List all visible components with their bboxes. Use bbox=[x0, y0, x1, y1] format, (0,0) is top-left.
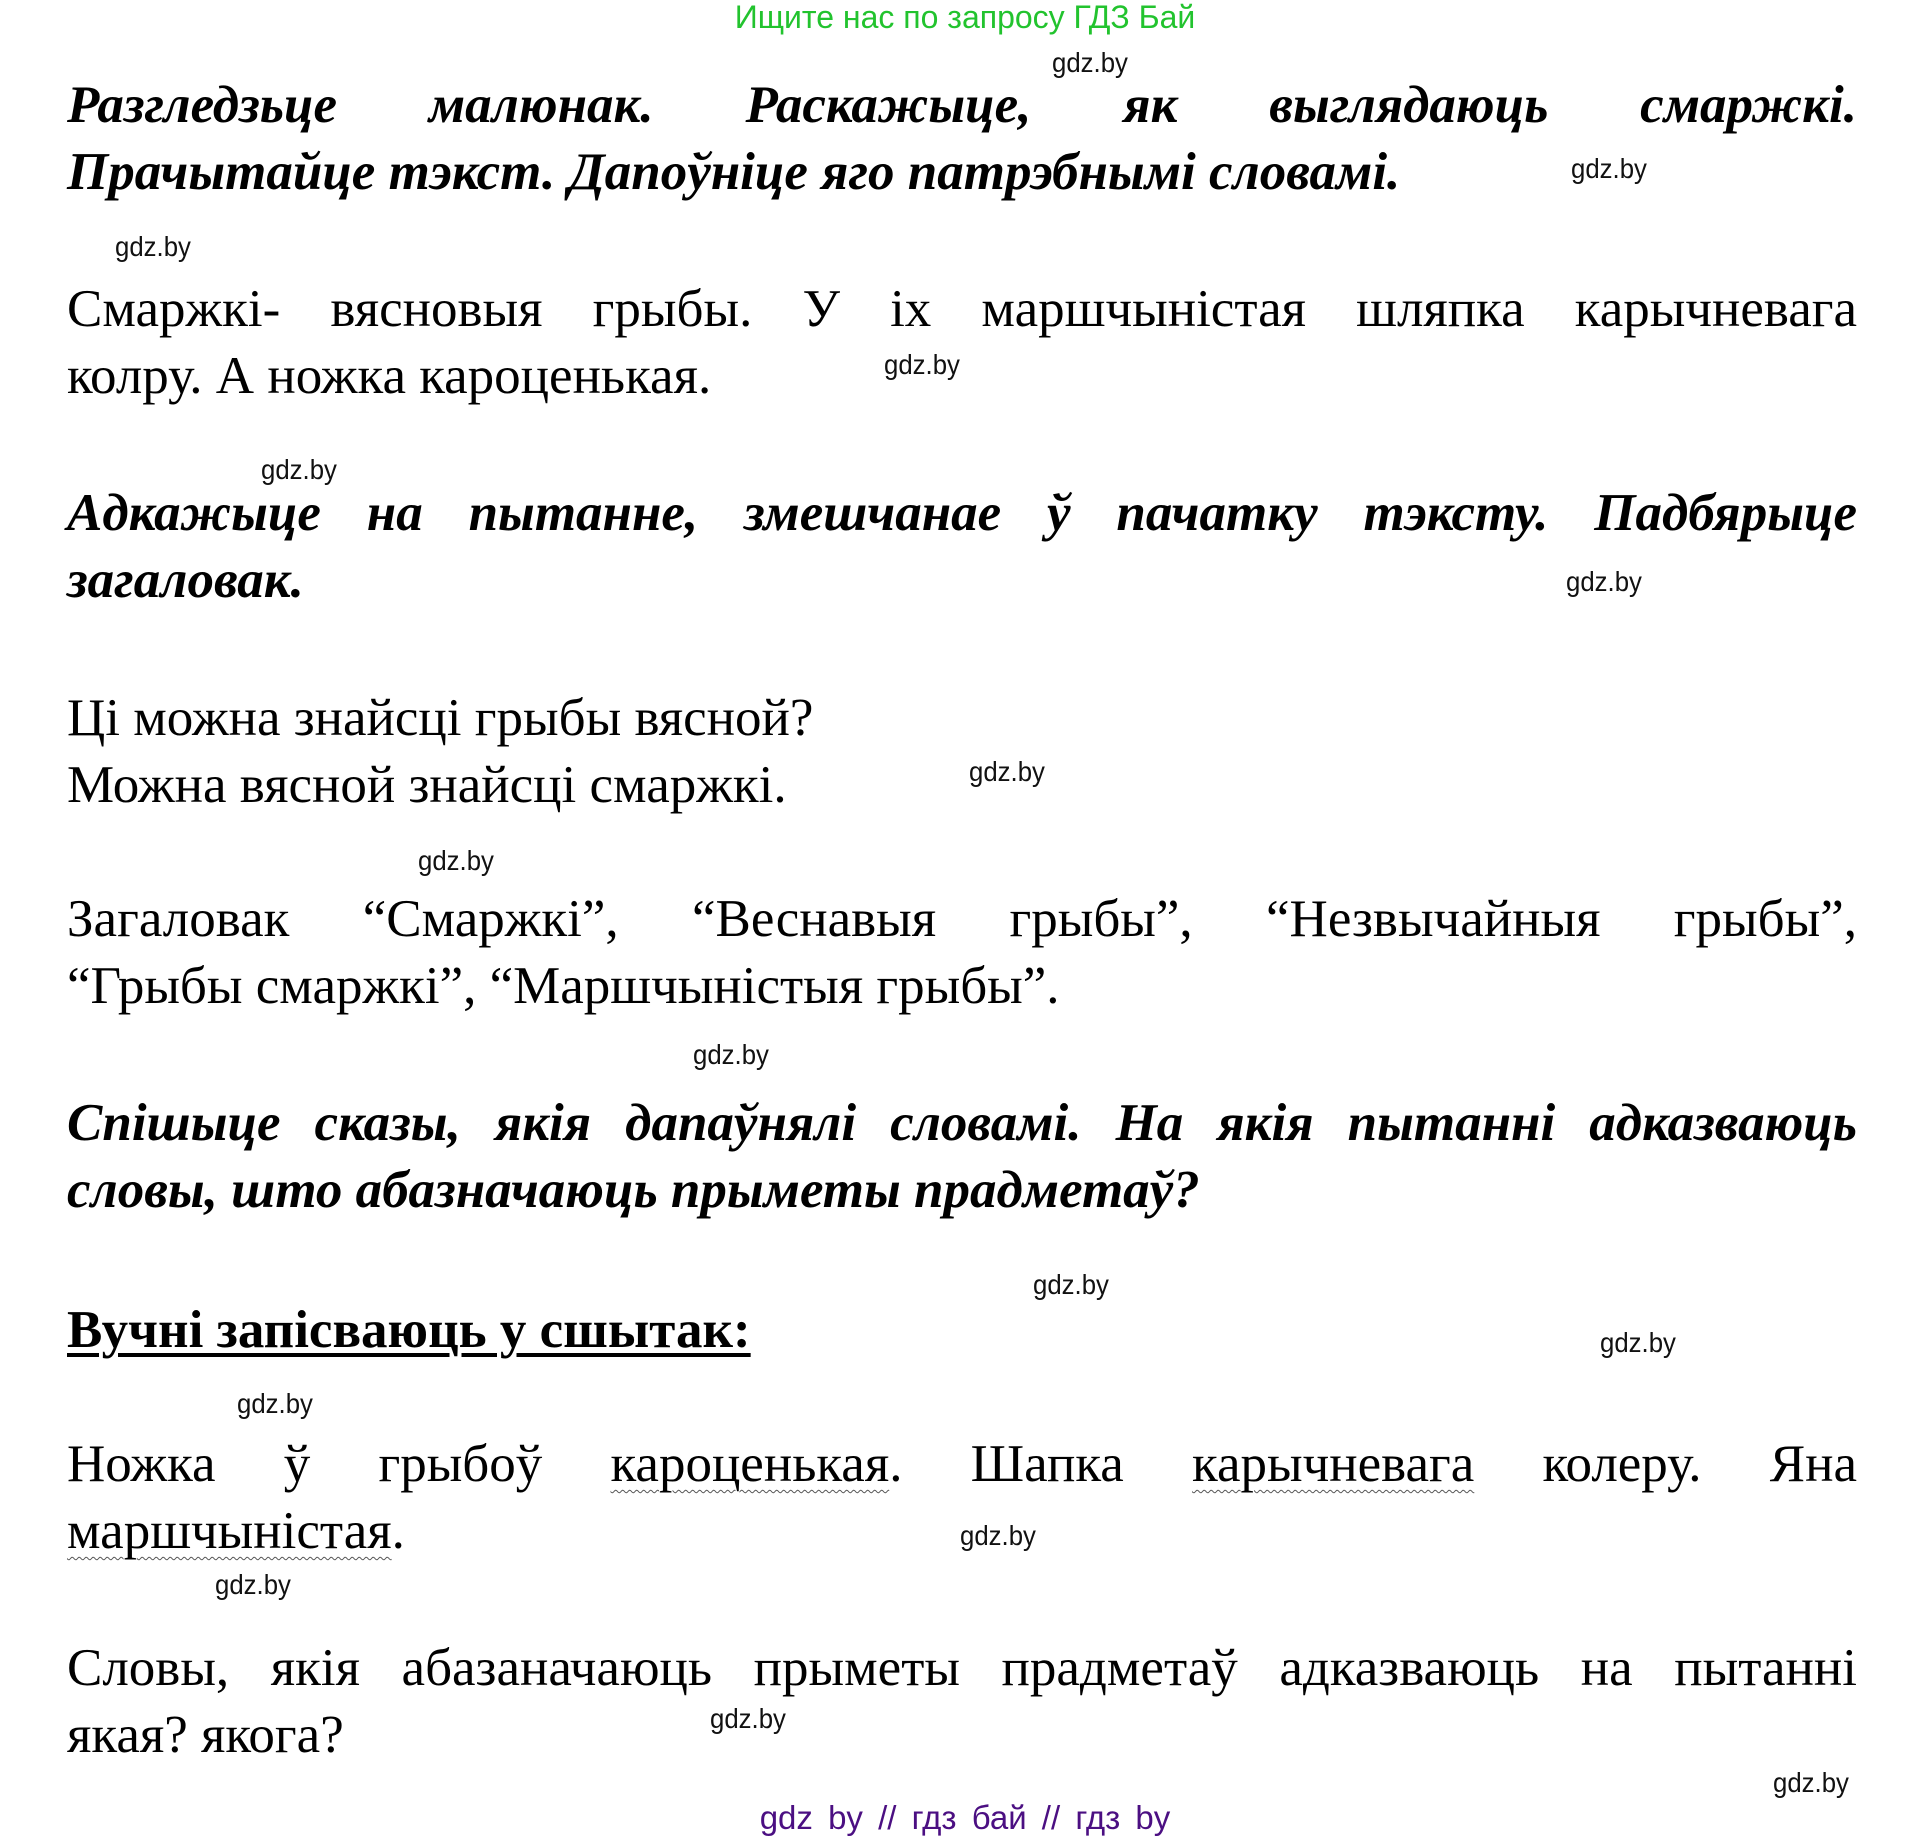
task2-instruction-line2: загаловак. bbox=[67, 551, 304, 609]
task2-answer: Можна вясной знайсці смаржкі. bbox=[67, 756, 787, 814]
notebook-line1 bbox=[67, 1431, 1857, 1498]
watermark: gdz.by bbox=[710, 1703, 786, 1734]
notebook-heading: Вучні запісваюць у сшытак: bbox=[67, 1301, 751, 1359]
underlined-adjective: маршчыністая bbox=[67, 1502, 392, 1560]
task2-instruction-line1: Адкажыце на пытанне, змешчанае ў пачатку тэксту. Падбярыце bbox=[67, 484, 1857, 542]
task1-instruction bbox=[67, 72, 1857, 206]
task2-qa bbox=[67, 685, 1857, 819]
watermark: gdz.by bbox=[969, 756, 1045, 787]
conclusion-line1: Словы, якія абазаначаюць прыметы прадметаў адказваюць на пытанні bbox=[67, 1639, 1857, 1697]
search-hint-banner: Ищите нас по запросу ГДЗ Бай bbox=[734, 0, 1196, 35]
task2-titles-line2: “Грыбы смаржкі”, “Маршчыністыя грыбы”. bbox=[67, 957, 1060, 1015]
watermark: gdz.by bbox=[115, 231, 191, 262]
watermark: gdz.by bbox=[693, 1039, 769, 1070]
watermark: gdz.by bbox=[261, 454, 337, 485]
notebook-text-part: Ножка ў грыбоў bbox=[67, 1435, 611, 1493]
notebook-line2 bbox=[67, 1498, 1857, 1565]
notebook-heading-wrap bbox=[67, 1300, 751, 1360]
watermark: gdz.by bbox=[1033, 1269, 1109, 1300]
watermark: gdz.by bbox=[1773, 1767, 1849, 1798]
watermark: gdz.by bbox=[1566, 566, 1642, 597]
task1-instruction-line2: Прачытайце тэкст. Дапоўніце яго патрэбнымі словамі. bbox=[67, 143, 1401, 201]
task1-text-line1: Смаржкі- вясновыя грыбы. У іх маршчыністая шляпка карычневага bbox=[67, 280, 1857, 338]
notebook-text bbox=[67, 1431, 1857, 1565]
underlined-adjective: кароценькая bbox=[610, 1435, 890, 1493]
watermark: gdz.by bbox=[960, 1520, 1036, 1551]
task2-question: Ці можна знайсці грыбы вясной? bbox=[67, 689, 814, 747]
task3-instruction-line2: словы, што абазначаюць прыметы прадметаў? bbox=[67, 1161, 1200, 1219]
watermark: gdz.by bbox=[1571, 153, 1647, 184]
task3-instruction bbox=[67, 1090, 1857, 1224]
task2-titles-line1: Загаловак “Смаржкі”, “Веснавыя грыбы”, “Незвычайныя грыбы”, bbox=[67, 890, 1857, 948]
task2-instruction bbox=[67, 480, 1857, 614]
notebook-text-part: колеру. Яна bbox=[1474, 1435, 1857, 1493]
notebook-text-part: . Шапка bbox=[889, 1435, 1193, 1493]
footer-links[interactable]: gdz by // гдз бай // гдз by bbox=[759, 1799, 1171, 1836]
task3-instruction-line1: Спішыце сказы, якія дапаўнялі словамі. На якія пытанні адказваюць bbox=[67, 1094, 1857, 1152]
task2-titles bbox=[67, 886, 1857, 1020]
notebook-text-part: . bbox=[391, 1502, 405, 1560]
watermark: gdz.by bbox=[237, 1388, 313, 1419]
task1-text bbox=[67, 276, 1857, 410]
task1-instruction-line1: Разгледзьце малюнак. Раскажыце, як выглядаюць смаржкі. bbox=[67, 76, 1857, 134]
watermark: gdz.by bbox=[884, 349, 960, 380]
watermark: gdz.by bbox=[418, 845, 494, 876]
conclusion bbox=[67, 1635, 1857, 1769]
task1-text-line2: колру. А ножка кароценькая. bbox=[67, 347, 712, 405]
watermark: gdz.by bbox=[1052, 47, 1128, 78]
underlined-adjective: карычневага bbox=[1192, 1435, 1475, 1493]
conclusion-line2: якая? якога? bbox=[67, 1706, 344, 1764]
watermark: gdz.by bbox=[1600, 1327, 1676, 1358]
watermark: gdz.by bbox=[215, 1569, 291, 1600]
